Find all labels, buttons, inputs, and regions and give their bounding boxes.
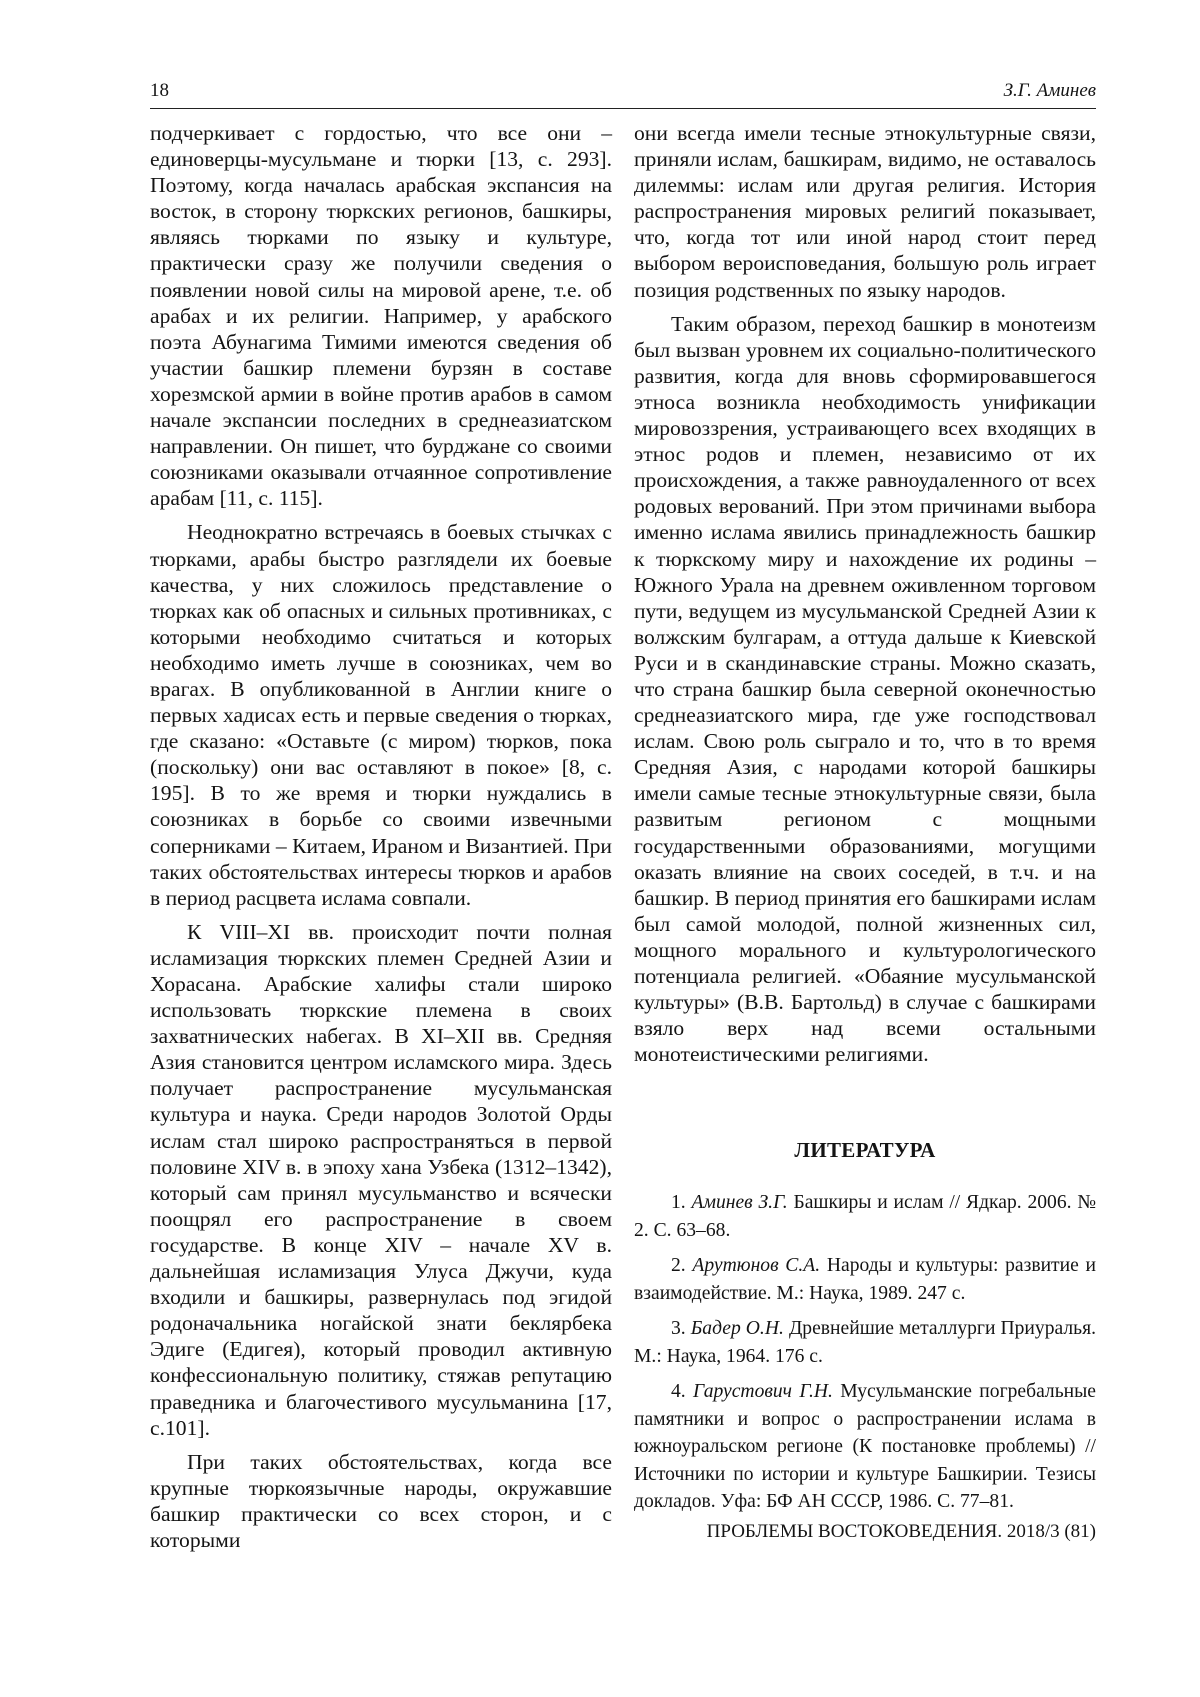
reference-author: Арутюнов С.А. [692,1255,821,1277]
paragraph: подчеркивает с гордостью, что все они – единоверцы-мусульмане и тюрки [13, с. 293]. Поэтому, когда началась арабская экспансия на восток, в сторону тюркских регионов, башкиры, являясь тюрками по языку и культуре, практически сразу же получили сведения о появлении новой силы на мировой арене, т.е. об арабах и их религии. Например, у арабского поэта Абунагима Тимими имеются сведения об участии башкир племени бурзян в составе хорезмской армии в войне против арабов в самом начале экспансии последних в среднеазиатском направлении. Он пишет, что бурджане со своими союзниками оказывали отчаянное сопротивление арабам [11, с. 115]. [150,121,612,511]
reference-item [634,1378,1096,1516]
reference-text: Древнейшие металлурги Приуралья. М.: Наука, 1964. 176 с. [634,1318,1097,1367]
reference-item [634,1315,1096,1370]
reference-item [634,1189,1096,1244]
reference-number: 2. [671,1255,686,1277]
reference-text: Мусульманские погребальные памятники и вопрос о распространении ислама в южноуральском регионе (К постановке проблемы) // Источники по истории и культуре Башкирии. Тезисы докладов. Уфа: БФ АН СССР, 1986. С. 77–81. [634,1381,1096,1513]
reference-item [634,1252,1096,1307]
paragraph: они всегда имели тесные этнокультурные связи, приняли ислам, башкирам, видимо, не оставалось дилеммы: ислам или другая религия. История распространения мировых религий показывает, что, когда тот или иной народ стоит перед выбором вероисповедания, большую роль играет позиция родственных по языку народов. [634,121,1096,302]
left-column [150,120,612,1561]
paragraph: К VIII–XI вв. происходит почти полная исламизация тюркских племен Средней Азии и Хорасана. Арабские халифы стали широко использовать тюркские племена в своих захватнических набегах. В XI–XII вв. Средняя Азия становится центром исламского мира. Здесь получает распространение мусульманская культура и наука. Среди народов Золотой Орды ислам стал широко распространяться в первой половине XIV в. в эпоху хана Узбека (1312–1342), который сам принял мусульманство и всячески поощрял его распространение в своем государстве. В конце XIV – начале XV в. дальнейшая исламизация Улуса Джучи, куда входили и башкиры, развернулась под эгидой родоначальника ногайской знати беклярбека Эдиге (Едигея), который проводил активную конфессиональную политику, стяжав репутацию праведника и благочестивого мусульманина [17, с.101]. [150,919,612,1440]
running-header [150,78,1096,109]
reference-number: 4. [671,1381,686,1403]
reference-author: Аминев З.Г. [691,1192,788,1214]
journal-footer: ПРОБЛЕМЫ ВОСТОКОВЕДЕНИЯ. 2018/3 (81) [706,1521,1096,1542]
reference-text: Народы и культуры: развитие и взаимодействие. М.: Наука, 1989. 247 с. [634,1255,1096,1304]
references-list [634,1189,1096,1516]
paragraph: Неоднократно встречаясь в боевых стычках с тюрками, арабы быстро разглядели их боевые качества, у них сложилось представление о тюрках как об опасных и сильных противниках, с которыми необходимо считаться и которых необходимо иметь лучше в союзниках, чем во врагах. В опубликованной в Англии книге о первых хадисах есть и первые сведения о тюрках, где сказано: «Оставьте (с миром) тюрков, пока (поскольку) они вас оставляют в покое» [8, с. 195]. В то же время и тюрки нуждались в союзниках в борьбе со своими извечными соперниками – Китаем, Ираном и Византией. При таких обстоятельствах интересы тюрков и арабов в период расцвета ислама совпали. [150,520,612,910]
header-author: З.Г. Аминев [1003,80,1096,101]
reference-author: Бадер О.Н. [690,1318,784,1340]
paragraph: Таким образом, переход башкир в монотеизм был вызван уровнем их социально-политического развития, когда для вновь сформировавшегося этноса возникла необходимость унификации мировоззрения, устраивающего всех входящих в этнос родов и племен, независимо от их происхождения, а также равноудаленного от всех родовых верований. При этом причинами выбора именно ислама явились принадлежность башкир к тюркскому миру и нахождение их родины – Южного Урала на древнем оживленном торговом пути, ведущем из мусульманской Средней Азии к волжским булгарам, а оттуда дальше к Киевской Руси и в скандинавские страны. Можно сказать, что страна башкир была северной оконечностью среднеазиатского мира, где уже господствовал ислам. Свою роль сыграло и то, что в то время Средняя Азия, с народами которой башкиры имели самые тесные этнокультурные связи, была развитым регионом с мощными государственными образованиями, могущими оказать влияние на своих соседей, в т.ч. и на башкир. В период принятия его башкирами ислам был самой молодой, полной жизненных сил, мощного морального и культурологического потенциала религией. «Обаяние мусульманской культуры» (В.В. Бартольд) в случае с башкирами взяло верх над всеми остальными монотеистическими религиями. [634,311,1096,1067]
page-number: 18 [150,80,169,101]
reference-text: Башкиры и ислам // Ядкар. 2006. № 2. С. 63–68. [634,1192,1097,1241]
paragraph: При таких обстоятельствах, когда все крупные тюркоязычные народы, окружавшие башкир практически со всех сторон, и с которыми [150,1449,612,1552]
reference-author: Гарустович Г.Н. [693,1381,833,1403]
reference-number: 3. [671,1318,686,1340]
right-column [634,120,1096,1524]
references-heading: ЛИТЕРАТУРА [794,1138,936,1163]
reference-number: 1. [671,1192,686,1214]
